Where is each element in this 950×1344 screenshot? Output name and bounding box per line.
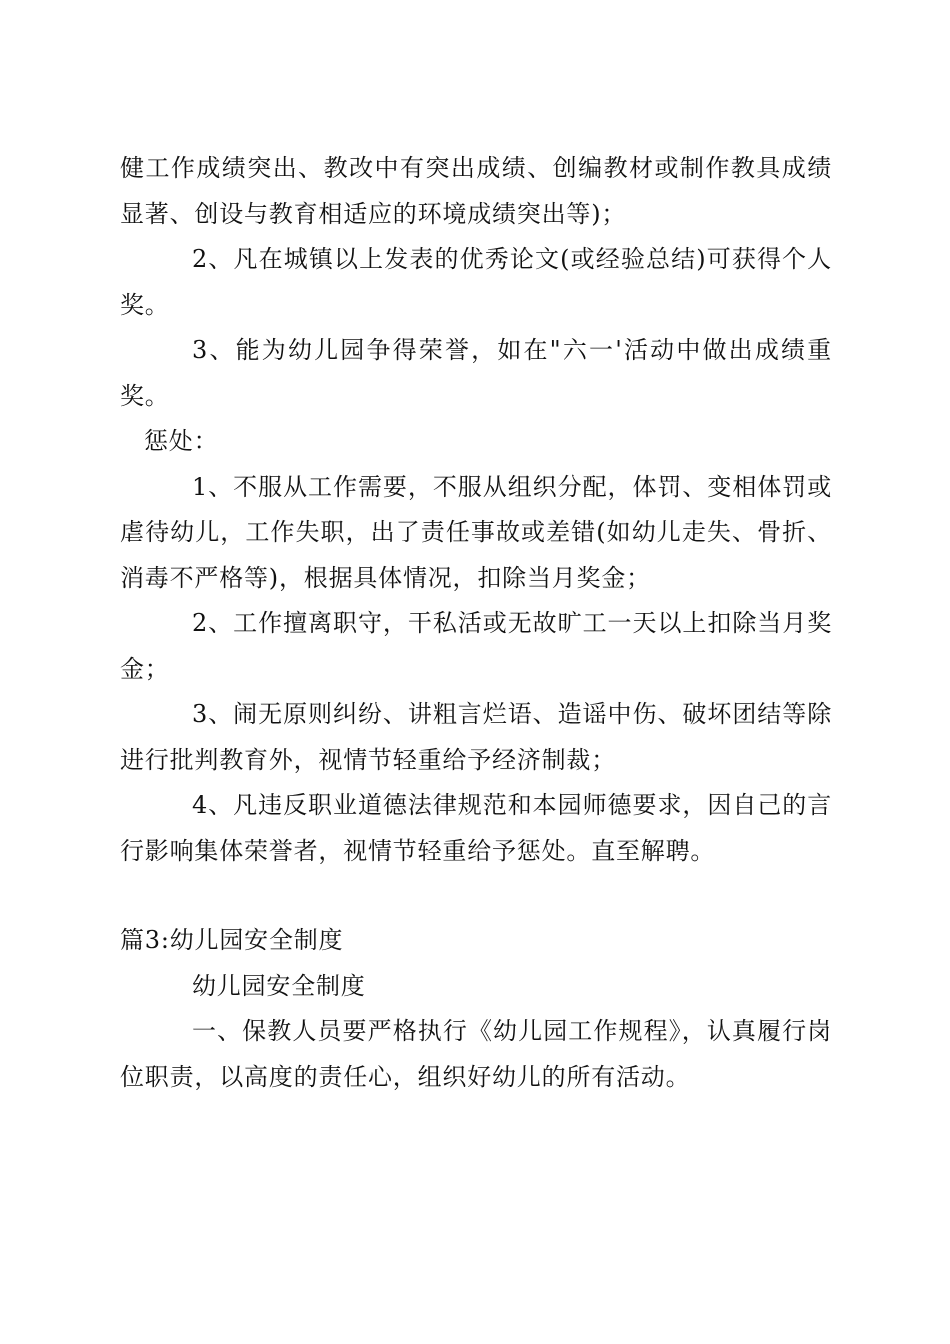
reward-item-2: 2、凡在城镇以上发表的优秀论文(或经验总结)可获得个人奖。 [120, 245, 832, 319]
punishment-item-3: 3、闹无原则纠纷、讲粗言烂语、造谣中伤、破坏团结等除进行批判教育外，视情节轻重给予经济制裁； [120, 700, 832, 774]
section-heading: 篇3:幼儿园安全制度 [120, 926, 344, 954]
punishment-item-2: 2、工作擅离职守，干私活或无故旷工一天以上扣除当月奖金； [120, 609, 832, 683]
document-body [120, 146, 832, 1100]
punishment-item-4: 4、凡违反职业道德法律规范和本园师德要求，因自己的言行影响集体荣誉者，视情节轻重给予惩处。直至解聘。 [120, 791, 832, 865]
punishment-item-1: 1、不服从工作需要，不服从组织分配，体罚、变相体罚或虐待幼儿，工作失职，出了责任事故或差错(如幼儿走失、骨折、消毒不严格等)，根据具体情况，扣除当月奖金； [120, 472, 832, 592]
reward-item-3: 3、能为幼儿园争得荣誉，如在"六一'活动中做出成绩重奖。 [120, 336, 832, 410]
paragraph-continuation: 健工作成绩突出、教改中有突出成绩、创编教材或制作教具成绩显著、创设与教育相适应的环境成绩突出等)； [120, 154, 832, 228]
punishment-heading: 惩处： [144, 427, 219, 455]
section-title: 幼儿园安全制度 [192, 971, 366, 1000]
safety-rule-1: 一、保教人员要严格执行《幼儿园工作规程》，认真履行岗位职责，以高度的责任心，组织好幼儿的所有活动。 [120, 1017, 832, 1091]
